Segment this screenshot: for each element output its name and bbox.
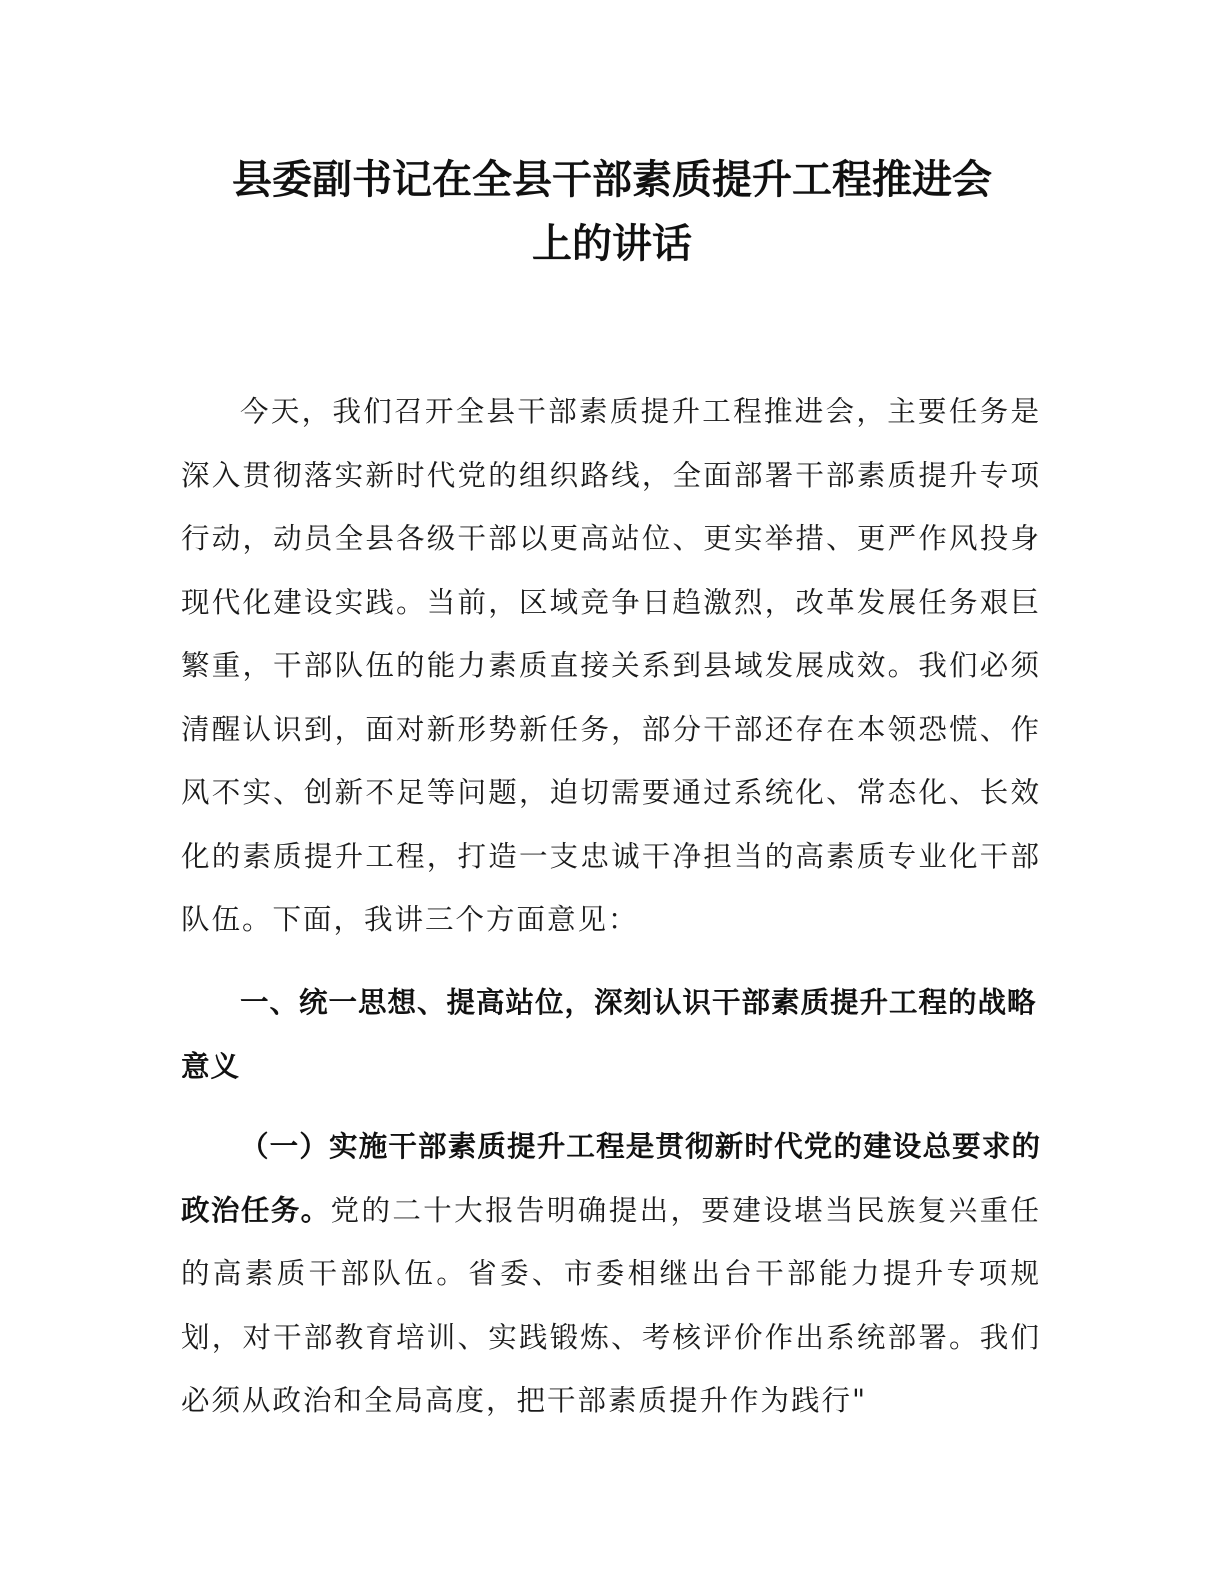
subsection-lead-1: （一）实施干部素质提升工程是贯彻新时代党的建设总要求的政治任务。 — [181, 1130, 1041, 1227]
title-line-1: 县委副书记在全县干部素质提升工程推进会 — [232, 157, 992, 203]
subsection-text-1: 党的二十大报告明确提出，要建设堪当民族复兴重任的高素质干部队伍。省委、市委相继出台干部能力提升专项规划，对干部教育培训、实践锻炼、考核评价作出系统部署。我们必须从政治和全局高度，把干部素质提升作为践行" — [181, 1193, 1041, 1417]
section-heading-1: 一、统一思想、提高站位，深刻认识干部素质提升工程的战略意义 — [181, 986, 1037, 1083]
title-line-2: 上的讲话 — [532, 221, 692, 267]
document-title — [150, 148, 1074, 276]
intro-paragraph: 今天，我们召开全县干部素质提升工程推进会，主要任务是深入贯彻落实新时代党的组织路线，全面部署干部素质提升专项行动，动员全县各级干部以更高站位、更实举措、更严作风投身现代化建设实践。当前，区域竞争日趋激烈，改革发展任务艰巨繁重，干部队伍的能力素质直接关系到县域发展成效。我们必须清醒认识到，面对新形势新任务，部分干部还存在本领恐慌、作风不实、创新不足等问题，迫切需要通过系统化、常态化、长效化的素质提升工程，打造一支忠诚干净担当的高素质专业化干部队伍。下面，我讲三个方面意见： — [181, 395, 1041, 936]
subsection-paragraph-1 — [181, 1115, 1041, 1433]
